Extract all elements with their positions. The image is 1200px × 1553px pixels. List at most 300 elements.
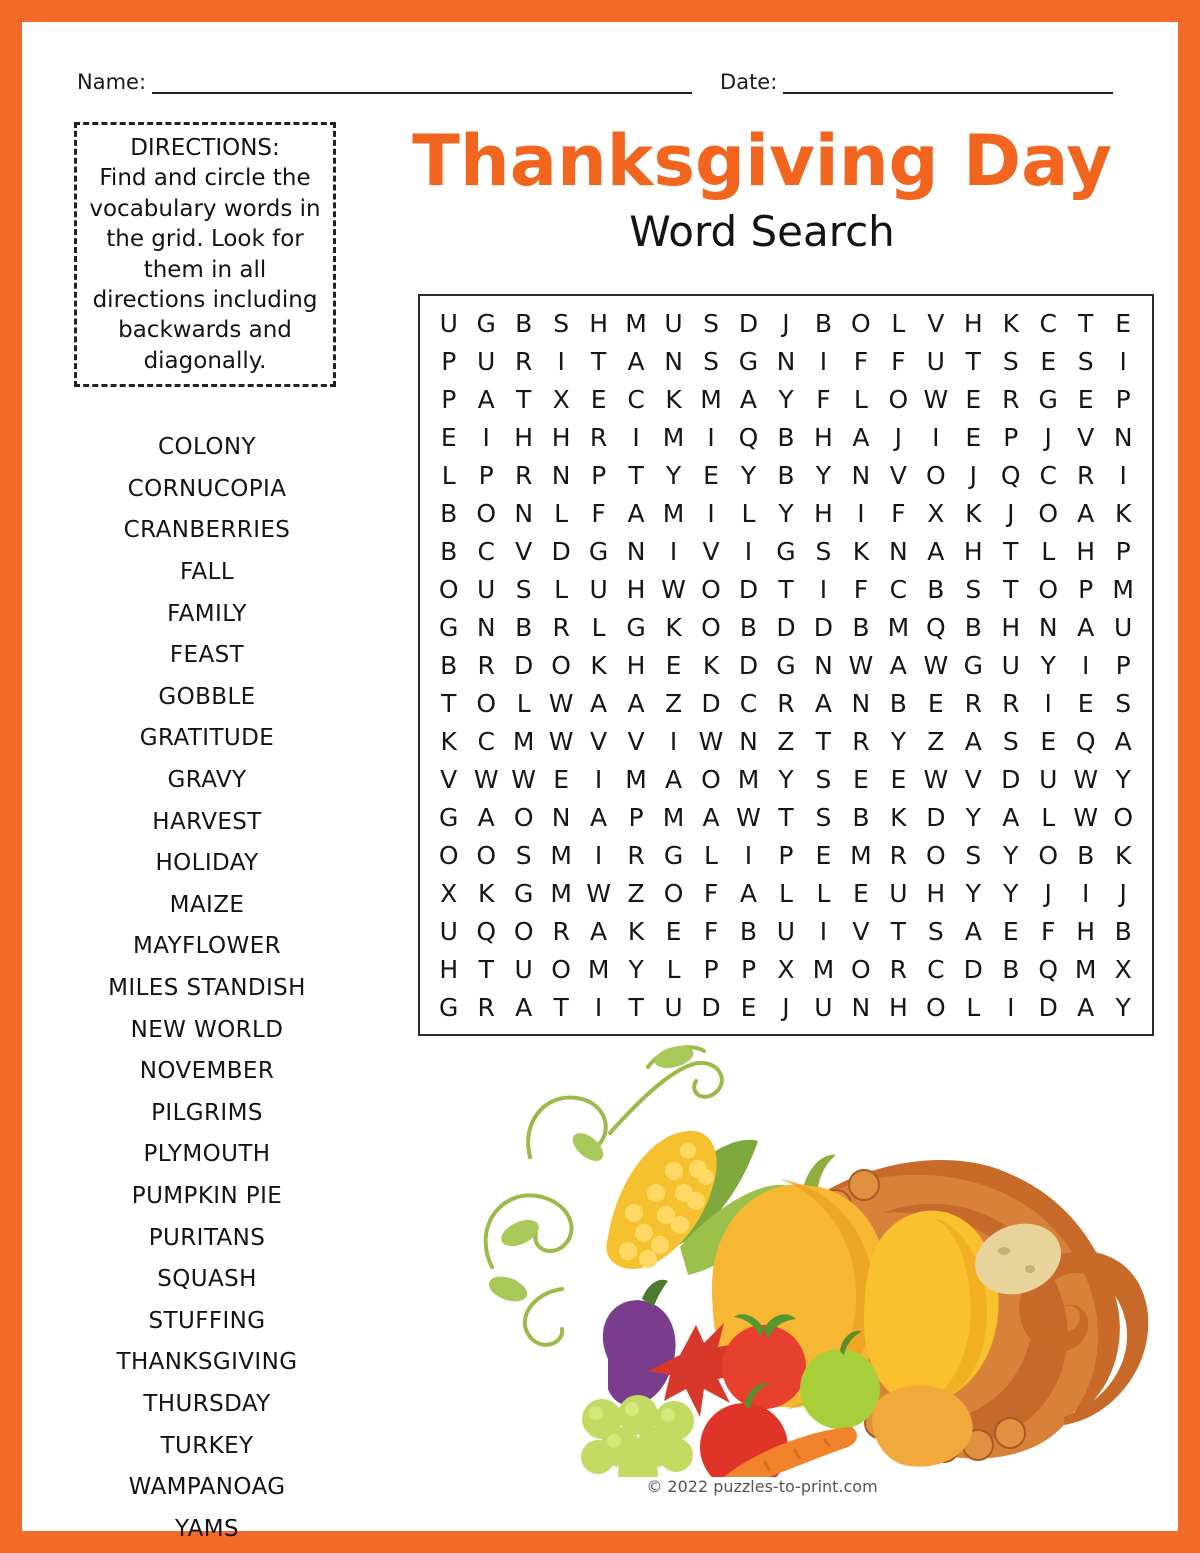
- grid-cell[interactable]: K: [1114, 498, 1132, 528]
- grid-cell[interactable]: E: [965, 422, 982, 452]
- grid-cell[interactable]: S: [815, 802, 832, 832]
- grid-cell[interactable]: M: [625, 764, 647, 794]
- grid-cell[interactable]: R: [627, 840, 645, 870]
- grid-cell[interactable]: E: [852, 878, 869, 908]
- grid-cell[interactable]: E: [1077, 688, 1094, 718]
- grid-cell[interactable]: D: [813, 612, 834, 642]
- grid-cell[interactable]: P: [778, 840, 794, 870]
- word-list-item[interactable]: SQUASH: [157, 1266, 257, 1293]
- grid-cell[interactable]: R: [589, 422, 608, 452]
- word-list-item[interactable]: YAMS: [174, 1515, 240, 1542]
- grid-cell[interactable]: I: [744, 536, 753, 566]
- grid-cell[interactable]: N: [776, 346, 796, 376]
- grid-cell[interactable]: Q: [1038, 954, 1059, 984]
- grid-cell[interactable]: O: [701, 574, 721, 604]
- grid-cell[interactable]: O: [925, 460, 946, 490]
- grid-cell[interactable]: K: [627, 916, 645, 946]
- grid-cell[interactable]: F: [891, 346, 906, 376]
- grid-cell[interactable]: T: [441, 688, 457, 718]
- grid-cell[interactable]: U: [439, 308, 458, 338]
- grid-cell[interactable]: D: [701, 688, 721, 718]
- grid-cell[interactable]: Y: [815, 460, 832, 490]
- word-list-item[interactable]: PLYMOUTH: [143, 1141, 271, 1168]
- grid-cell[interactable]: A: [515, 992, 533, 1022]
- grid-cell[interactable]: W: [923, 384, 949, 414]
- grid-cell[interactable]: N: [851, 688, 871, 718]
- grid-cell[interactable]: H: [514, 422, 534, 452]
- grid-cell[interactable]: V: [889, 460, 907, 490]
- grid-cell[interactable]: W: [923, 650, 949, 680]
- grid-cell[interactable]: A: [627, 498, 645, 528]
- grid-cell[interactable]: E: [890, 764, 907, 794]
- grid-cell[interactable]: V: [1077, 422, 1095, 452]
- grid-cell[interactable]: C: [477, 536, 495, 566]
- grid-cell[interactable]: S: [815, 536, 832, 566]
- grid-cell[interactable]: X: [552, 384, 570, 414]
- grid-cell[interactable]: I: [819, 574, 828, 604]
- grid-cell[interactable]: Y: [890, 726, 906, 756]
- grid-cell[interactable]: F: [703, 878, 719, 908]
- grid-cell[interactable]: T: [628, 460, 644, 490]
- grid-cell[interactable]: K: [665, 612, 682, 642]
- grid-cell[interactable]: G: [776, 536, 796, 566]
- grid-cell[interactable]: P: [1003, 422, 1019, 452]
- grid-cell[interactable]: U: [664, 308, 683, 338]
- grid-cell[interactable]: Z: [777, 726, 795, 756]
- grid-cell[interactable]: V: [927, 308, 945, 338]
- grid-cell[interactable]: H: [926, 878, 946, 908]
- grid-cell[interactable]: S: [1077, 346, 1094, 376]
- grid-cell[interactable]: J: [1007, 498, 1015, 528]
- grid-cell[interactable]: N: [739, 726, 758, 756]
- grid-cell[interactable]: J: [782, 308, 790, 338]
- grid-cell[interactable]: M: [1074, 954, 1097, 984]
- grid-cell[interactable]: U: [589, 574, 608, 604]
- grid-cell[interactable]: H: [1076, 916, 1096, 946]
- grid-cell[interactable]: L: [516, 688, 531, 718]
- word-list-item[interactable]: STUFFING: [148, 1307, 266, 1334]
- grid-cell[interactable]: T: [628, 992, 644, 1022]
- grid-cell[interactable]: G: [439, 992, 459, 1022]
- grid-cell[interactable]: I: [557, 346, 565, 376]
- grid-cell[interactable]: Y: [628, 954, 644, 984]
- grid-cell[interactable]: R: [477, 992, 495, 1022]
- grid-cell[interactable]: R: [514, 346, 533, 376]
- date-input-line[interactable]: [783, 70, 1113, 94]
- grid-cell[interactable]: C: [1039, 308, 1057, 338]
- grid-cell[interactable]: K: [1114, 840, 1132, 870]
- grid-cell[interactable]: P: [441, 384, 457, 414]
- grid-cell[interactable]: E: [1077, 384, 1094, 414]
- grid-cell[interactable]: I: [1119, 346, 1127, 376]
- grid-cell[interactable]: U: [477, 346, 496, 376]
- word-list-item[interactable]: GOBBLE: [158, 683, 256, 710]
- grid-cell[interactable]: U: [814, 992, 833, 1022]
- grid-cell[interactable]: S: [515, 840, 532, 870]
- word-list-item[interactable]: PILGRIMS: [151, 1099, 263, 1126]
- grid-cell[interactable]: O: [925, 992, 946, 1022]
- grid-cell[interactable]: B: [852, 612, 870, 642]
- grid-cell[interactable]: A: [477, 384, 495, 414]
- word-list-item[interactable]: HOLIDAY: [155, 850, 259, 877]
- grid-cell[interactable]: I: [1044, 688, 1052, 718]
- word-list-item[interactable]: HARVEST: [152, 808, 262, 835]
- grid-cell[interactable]: O: [476, 498, 497, 528]
- grid-cell[interactable]: I: [669, 726, 678, 756]
- grid-cell[interactable]: O: [513, 916, 534, 946]
- grid-cell[interactable]: M: [812, 954, 835, 984]
- grid-cell[interactable]: T: [1003, 574, 1019, 604]
- grid-cell[interactable]: Q: [1075, 726, 1096, 756]
- grid-cell[interactable]: T: [778, 802, 794, 832]
- grid-cell[interactable]: L: [666, 954, 681, 984]
- grid-cell[interactable]: F: [1041, 916, 1056, 946]
- grid-cell[interactable]: I: [932, 422, 940, 452]
- grid-cell[interactable]: P: [441, 346, 457, 376]
- grid-cell[interactable]: W: [698, 726, 724, 756]
- grid-cell[interactable]: H: [551, 422, 571, 452]
- grid-cell[interactable]: J: [1044, 878, 1052, 908]
- grid-cell[interactable]: S: [1002, 726, 1019, 756]
- word-list-item[interactable]: GRATITUDE: [139, 725, 275, 752]
- grid-cell[interactable]: R: [514, 460, 533, 490]
- grid-cell[interactable]: A: [852, 422, 870, 452]
- grid-cell[interactable]: O: [851, 954, 871, 984]
- grid-cell[interactable]: C: [477, 726, 495, 756]
- grid-cell[interactable]: M: [737, 764, 760, 794]
- grid-cell[interactable]: N: [851, 992, 871, 1022]
- grid-cell[interactable]: L: [741, 498, 756, 528]
- grid-cell[interactable]: G: [439, 612, 459, 642]
- grid-cell[interactable]: E: [553, 764, 570, 794]
- grid-cell[interactable]: I: [1119, 460, 1127, 490]
- word-list-item[interactable]: FEAST: [169, 642, 245, 669]
- grid-cell[interactable]: J: [1044, 422, 1052, 452]
- grid-cell[interactable]: P: [1115, 384, 1131, 414]
- grid-cell[interactable]: T: [890, 916, 906, 946]
- grid-cell[interactable]: G: [588, 536, 609, 566]
- grid-cell[interactable]: I: [857, 498, 865, 528]
- grid-cell[interactable]: U: [889, 878, 908, 908]
- grid-cell[interactable]: H: [439, 954, 459, 984]
- grid-cell[interactable]: A: [814, 688, 832, 718]
- grid-cell[interactable]: O: [551, 650, 571, 680]
- grid-cell[interactable]: Y: [965, 802, 981, 832]
- grid-cell[interactable]: C: [927, 954, 945, 984]
- grid-cell[interactable]: W: [586, 878, 611, 908]
- grid-cell[interactable]: B: [777, 422, 795, 452]
- grid-cell[interactable]: U: [1001, 650, 1020, 680]
- name-input-line[interactable]: [152, 70, 692, 94]
- grid-cell[interactable]: S: [1002, 346, 1019, 376]
- grid-cell[interactable]: S: [515, 574, 532, 604]
- grid-cell[interactable]: Y: [1003, 878, 1019, 908]
- grid-cell[interactable]: R: [1002, 384, 1020, 414]
- grid-cell[interactable]: L: [1041, 802, 1056, 832]
- grid-cell[interactable]: O: [888, 384, 909, 414]
- grid-cell[interactable]: C: [889, 574, 908, 604]
- grid-cell[interactable]: S: [815, 764, 832, 794]
- grid-cell[interactable]: A: [1114, 726, 1132, 756]
- grid-cell[interactable]: B: [739, 612, 758, 642]
- grid-cell[interactable]: F: [853, 346, 869, 376]
- grid-cell[interactable]: I: [819, 916, 828, 946]
- grid-cell[interactable]: I: [1082, 878, 1090, 908]
- grid-cell[interactable]: K: [702, 650, 720, 680]
- grid-cell[interactable]: A: [1077, 498, 1095, 528]
- word-list-item[interactable]: CORNUCOPIA: [127, 475, 287, 502]
- grid-cell[interactable]: D: [776, 612, 796, 642]
- grid-cell[interactable]: E: [1040, 726, 1057, 756]
- grid-cell[interactable]: E: [665, 916, 682, 946]
- grid-cell[interactable]: Y: [665, 460, 682, 490]
- grid-cell[interactable]: M: [512, 726, 535, 756]
- grid-cell[interactable]: T: [778, 574, 794, 604]
- grid-cell[interactable]: L: [778, 878, 793, 908]
- grid-cell[interactable]: L: [441, 460, 456, 490]
- grid-cell[interactable]: K: [478, 878, 495, 908]
- grid-cell[interactable]: A: [964, 726, 982, 756]
- grid-cell[interactable]: V: [852, 916, 870, 946]
- grid-cell[interactable]: K: [440, 726, 457, 756]
- grid-cell[interactable]: A: [627, 346, 645, 376]
- grid-cell[interactable]: H: [814, 498, 833, 528]
- grid-cell[interactable]: D: [1038, 992, 1058, 1022]
- word-list-item[interactable]: TURKEY: [160, 1432, 254, 1459]
- grid-cell[interactable]: J: [1119, 878, 1127, 908]
- grid-cell[interactable]: E: [852, 764, 869, 794]
- grid-cell[interactable]: X: [927, 498, 945, 528]
- grid-cell[interactable]: O: [438, 574, 459, 604]
- grid-cell[interactable]: V: [590, 726, 608, 756]
- grid-cell[interactable]: K: [852, 536, 870, 566]
- grid-cell[interactable]: W: [1073, 802, 1099, 832]
- grid-cell[interactable]: U: [1114, 612, 1133, 642]
- grid-cell[interactable]: G: [476, 308, 496, 338]
- grid-cell[interactable]: V: [440, 764, 458, 794]
- grid-cell[interactable]: E: [440, 422, 457, 452]
- grid-cell[interactable]: A: [1002, 802, 1020, 832]
- grid-cell[interactable]: R: [552, 916, 570, 946]
- grid-cell[interactable]: V: [964, 764, 982, 794]
- grid-cell[interactable]: X: [440, 878, 458, 908]
- grid-cell[interactable]: L: [1041, 536, 1056, 566]
- grid-cell[interactable]: S: [965, 574, 982, 604]
- grid-cell[interactable]: R: [777, 688, 795, 718]
- word-list-item[interactable]: MAIZE: [169, 891, 245, 918]
- grid-cell[interactable]: E: [703, 460, 719, 490]
- grid-cell[interactable]: I: [594, 764, 603, 794]
- grid-cell[interactable]: B: [515, 308, 533, 338]
- word-list-item[interactable]: GRAVY: [167, 767, 247, 794]
- word-list-item[interactable]: MAYFLOWER: [132, 933, 282, 960]
- grid-cell[interactable]: O: [701, 612, 721, 642]
- grid-cell[interactable]: I: [594, 992, 603, 1022]
- grid-cell[interactable]: T: [1078, 308, 1094, 338]
- grid-cell[interactable]: O: [1113, 802, 1134, 832]
- grid-cell[interactable]: E: [1115, 308, 1132, 338]
- grid-cell[interactable]: G: [738, 346, 759, 376]
- grid-cell[interactable]: L: [554, 498, 569, 528]
- grid-cell[interactable]: F: [591, 498, 606, 528]
- grid-cell[interactable]: W: [548, 688, 574, 718]
- grid-cell[interactable]: E: [665, 650, 682, 680]
- grid-cell[interactable]: O: [476, 688, 497, 718]
- grid-cell[interactable]: H: [626, 650, 646, 680]
- grid-cell[interactable]: G: [513, 878, 534, 908]
- grid-cell[interactable]: O: [438, 840, 459, 870]
- grid-cell[interactable]: L: [591, 612, 606, 642]
- word-list-item[interactable]: PURITANS: [148, 1224, 266, 1251]
- grid-cell[interactable]: V: [515, 536, 533, 566]
- grid-cell[interactable]: H: [589, 308, 609, 338]
- grid-cell[interactable]: A: [927, 536, 945, 566]
- grid-cell[interactable]: Q: [1000, 460, 1021, 490]
- grid-cell[interactable]: N: [664, 346, 683, 376]
- grid-cell[interactable]: P: [591, 460, 607, 490]
- grid-cell[interactable]: T: [590, 346, 607, 376]
- grid-cell[interactable]: N: [889, 536, 908, 566]
- grid-cell[interactable]: Z: [627, 878, 645, 908]
- grid-cell[interactable]: M: [1112, 574, 1134, 604]
- grid-cell[interactable]: B: [1002, 954, 1020, 984]
- grid-cell[interactable]: N: [551, 460, 571, 490]
- grid-cell[interactable]: A: [739, 878, 758, 908]
- grid-cell[interactable]: N: [814, 650, 833, 680]
- grid-cell[interactable]: D: [738, 574, 759, 604]
- grid-cell[interactable]: I: [594, 840, 603, 870]
- grid-cell[interactable]: C: [739, 688, 758, 718]
- grid-cell[interactable]: M: [850, 840, 872, 870]
- grid-cell[interactable]: F: [891, 498, 906, 528]
- grid-cell[interactable]: B: [440, 650, 458, 680]
- grid-cell[interactable]: L: [704, 840, 718, 870]
- grid-cell[interactable]: B: [964, 612, 982, 642]
- grid-cell[interactable]: O: [1038, 498, 1059, 528]
- grid-cell[interactable]: I: [707, 422, 715, 452]
- grid-cell[interactable]: B: [1077, 840, 1095, 870]
- grid-cell[interactable]: S: [553, 308, 570, 338]
- grid-cell[interactable]: Z: [664, 688, 683, 718]
- grid-cell[interactable]: O: [925, 840, 946, 870]
- grid-cell[interactable]: G: [663, 840, 684, 870]
- grid-cell[interactable]: I: [819, 346, 828, 376]
- grid-cell[interactable]: U: [664, 992, 683, 1022]
- grid-cell[interactable]: E: [1002, 916, 1019, 946]
- grid-cell[interactable]: D: [1001, 764, 1021, 794]
- grid-cell[interactable]: N: [551, 802, 571, 832]
- grid-cell[interactable]: M: [625, 308, 647, 338]
- grid-cell[interactable]: R: [889, 840, 908, 870]
- grid-cell[interactable]: O: [701, 764, 721, 794]
- grid-cell[interactable]: E: [815, 840, 832, 870]
- grid-cell[interactable]: D: [514, 650, 534, 680]
- grid-cell[interactable]: B: [889, 688, 907, 718]
- grid-cell[interactable]: P: [740, 954, 757, 984]
- grid-cell[interactable]: A: [1077, 992, 1095, 1022]
- grid-cell[interactable]: I: [632, 422, 640, 452]
- grid-cell[interactable]: F: [703, 916, 719, 946]
- grid-cell[interactable]: O: [476, 840, 497, 870]
- grid-cell[interactable]: Y: [778, 498, 794, 528]
- grid-cell[interactable]: P: [1078, 574, 1094, 604]
- grid-cell[interactable]: H: [1001, 612, 1021, 642]
- grid-cell[interactable]: N: [476, 612, 496, 642]
- grid-cell[interactable]: T: [516, 384, 532, 414]
- grid-cell[interactable]: A: [664, 764, 683, 794]
- grid-cell[interactable]: V: [702, 536, 720, 566]
- word-list-item[interactable]: THURSDAY: [143, 1390, 271, 1417]
- grid-cell[interactable]: U: [1039, 764, 1058, 794]
- grid-cell[interactable]: O: [1038, 574, 1059, 604]
- grid-cell[interactable]: E: [927, 688, 944, 718]
- grid-cell[interactable]: W: [548, 726, 574, 756]
- grid-cell[interactable]: L: [891, 308, 906, 338]
- grid-cell[interactable]: W: [1073, 764, 1099, 794]
- grid-cell[interactable]: M: [662, 498, 685, 528]
- word-search-grid[interactable]: [418, 294, 1154, 1036]
- grid-cell[interactable]: A: [477, 802, 495, 832]
- grid-cell[interactable]: I: [707, 498, 715, 528]
- grid-cell[interactable]: S: [703, 308, 719, 338]
- grid-cell[interactable]: G: [776, 650, 796, 680]
- grid-cell[interactable]: P: [1115, 650, 1131, 680]
- grid-cell[interactable]: A: [889, 650, 907, 680]
- grid-cell[interactable]: E: [965, 384, 982, 414]
- grid-cell[interactable]: R: [889, 954, 908, 984]
- word-list-item[interactable]: WAMPANOAG: [128, 1474, 286, 1501]
- grid-cell[interactable]: V: [627, 726, 645, 756]
- grid-cell[interactable]: L: [554, 574, 569, 604]
- grid-cell[interactable]: S: [927, 916, 944, 946]
- word-list-item[interactable]: NOVEMBER: [139, 1058, 275, 1085]
- grid-cell[interactable]: K: [1002, 308, 1019, 338]
- grid-cell[interactable]: A: [590, 688, 608, 718]
- grid-cell[interactable]: E: [740, 992, 757, 1022]
- grid-cell[interactable]: T: [553, 992, 569, 1022]
- grid-cell[interactable]: Y: [1115, 992, 1131, 1022]
- grid-cell[interactable]: A: [590, 916, 608, 946]
- grid-cell[interactable]: C: [627, 384, 645, 414]
- grid-cell[interactable]: N: [1113, 422, 1133, 452]
- grid-cell[interactable]: A: [590, 802, 608, 832]
- grid-cell[interactable]: W: [511, 764, 537, 794]
- grid-cell[interactable]: T: [815, 726, 832, 756]
- word-list-item[interactable]: PUMPKIN PIE: [131, 1182, 283, 1209]
- grid-cell[interactable]: T: [1003, 536, 1019, 566]
- grid-cell[interactable]: N: [514, 498, 534, 528]
- grid-cell[interactable]: S: [965, 840, 982, 870]
- grid-cell[interactable]: D: [963, 954, 983, 984]
- grid-cell[interactable]: P: [628, 802, 644, 832]
- grid-cell[interactable]: K: [890, 802, 907, 832]
- grid-cell[interactable]: B: [440, 536, 458, 566]
- grid-cell[interactable]: X: [777, 954, 795, 984]
- grid-cell[interactable]: F: [853, 574, 869, 604]
- grid-cell[interactable]: R: [852, 726, 870, 756]
- grid-cell[interactable]: M: [662, 422, 685, 452]
- grid-cell[interactable]: O: [663, 878, 684, 908]
- grid-cell[interactable]: R: [477, 650, 495, 680]
- grid-cell[interactable]: M: [550, 878, 572, 908]
- grid-cell[interactable]: U: [439, 916, 458, 946]
- grid-cell[interactable]: A: [1077, 612, 1095, 642]
- word-list-item[interactable]: COLONY: [158, 434, 256, 461]
- grid-cell[interactable]: U: [514, 954, 533, 984]
- grid-cell[interactable]: G: [963, 650, 983, 680]
- grid-cell[interactable]: U: [776, 916, 796, 946]
- grid-cell[interactable]: O: [1038, 840, 1059, 870]
